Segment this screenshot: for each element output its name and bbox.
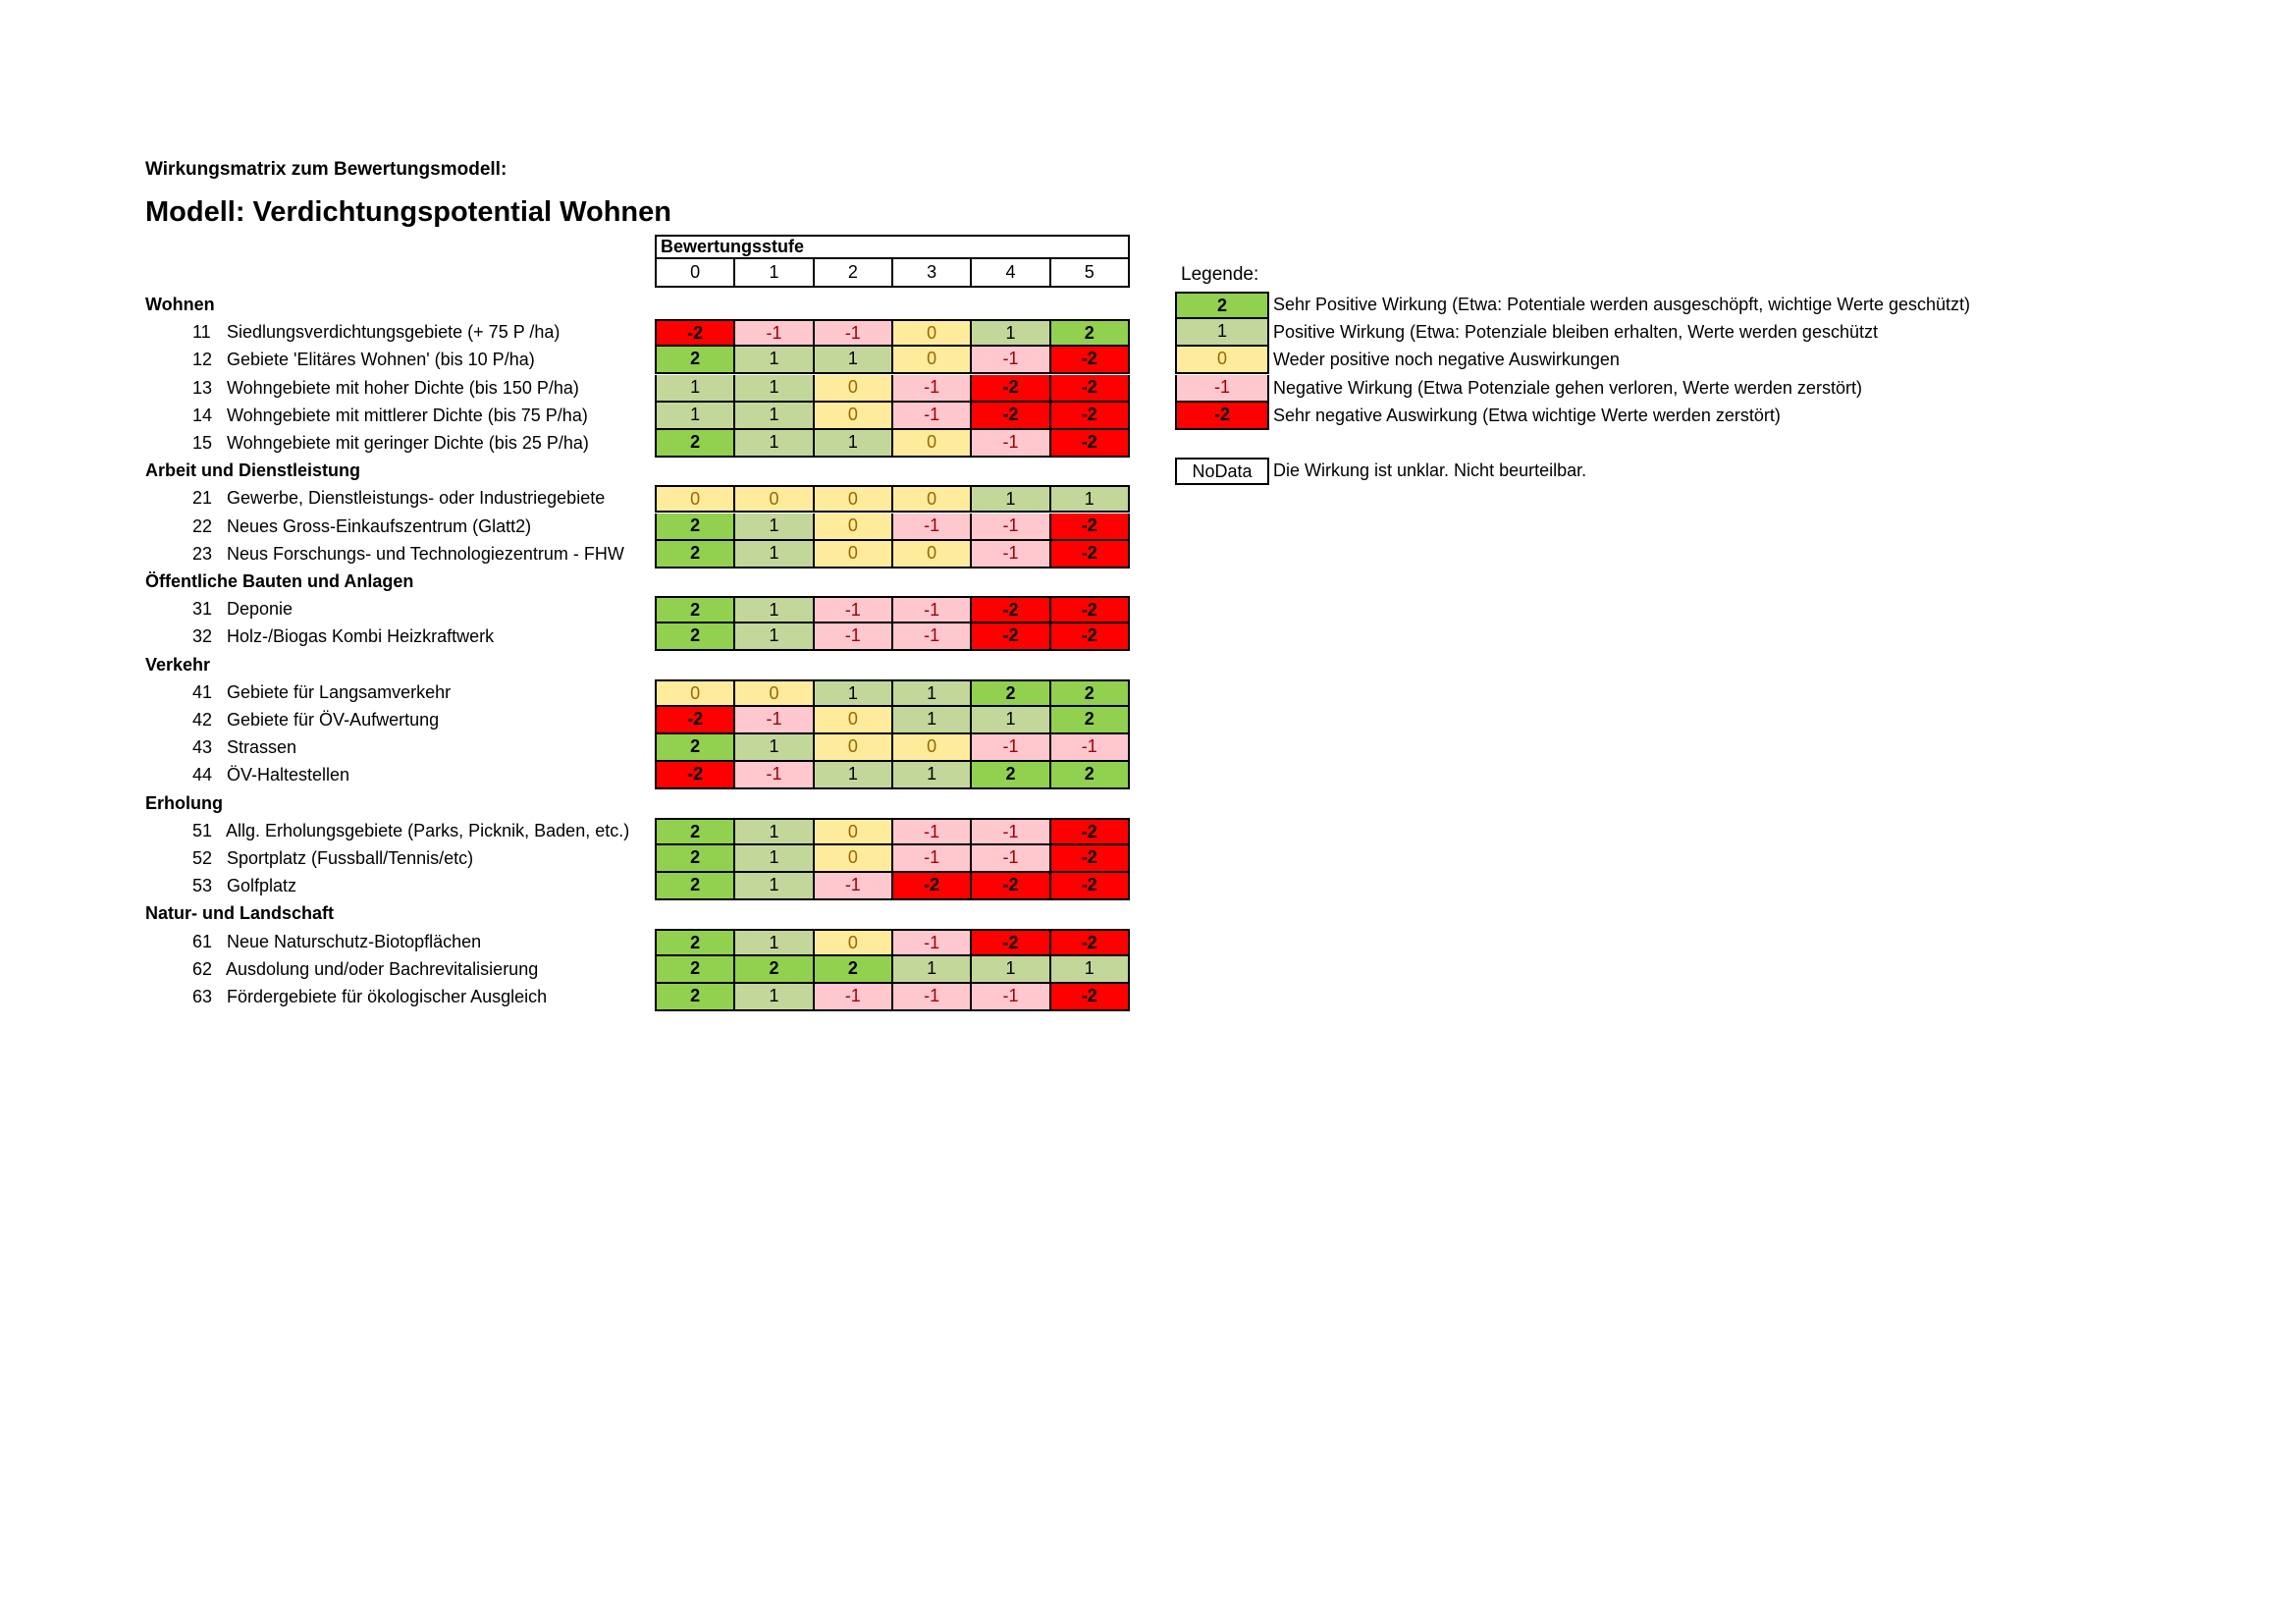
- matrix-cell: 1: [735, 403, 814, 428]
- matrix-cell: 0: [815, 487, 893, 511]
- category-label: Natur- und Landschaft: [145, 903, 334, 924]
- legend-swatch: 1: [1175, 319, 1269, 347]
- row-number: 23: [192, 543, 213, 564]
- matrix-cell: 2: [1051, 321, 1128, 345]
- header-level: 1: [735, 259, 814, 286]
- matrix-cell: -1: [815, 984, 893, 1009]
- matrix-cell: -1: [815, 598, 893, 622]
- matrix-cell: 1: [972, 707, 1050, 732]
- row-number: 53: [192, 876, 213, 896]
- matrix-cell: 1: [815, 347, 893, 372]
- matrix-cell: 1: [735, 375, 814, 401]
- matrix-cell: 1: [893, 707, 972, 732]
- row-text: Wohngebiete mit geringer Dichte (bis 25 P/ha): [222, 433, 589, 453]
- matrix-cell: -2: [1051, 541, 1128, 567]
- matrix-row: [655, 596, 1130, 623]
- matrix-cell: 2: [972, 681, 1050, 705]
- row-number: 41: [192, 681, 213, 702]
- matrix-cell: 2: [815, 956, 893, 982]
- row-number: 11: [192, 322, 211, 343]
- matrix-row: [655, 984, 1130, 1011]
- row-label: [192, 872, 296, 899]
- matrix-cell: 2: [657, 820, 735, 843]
- matrix-cell: 2: [657, 430, 735, 456]
- legend-text: Negative Wirkung (Etwa Potenziale gehen verloren, Werte werden zerstört): [1273, 377, 1862, 398]
- matrix-cell: 2: [657, 984, 735, 1009]
- matrix-cell: -1: [972, 845, 1050, 871]
- matrix-cell: 1: [815, 430, 893, 456]
- row-label: [192, 983, 547, 1010]
- matrix-cell: 0: [893, 347, 972, 372]
- matrix-cell: 2: [657, 514, 735, 539]
- matrix-row: [655, 818, 1130, 845]
- row-label: [192, 346, 535, 373]
- row-label: [192, 595, 293, 623]
- matrix-row: [655, 734, 1130, 762]
- matrix-cell: -2: [972, 403, 1050, 428]
- matrix-cell: 2: [657, 347, 735, 372]
- matrix-row: [655, 430, 1130, 458]
- legend-swatch: -2: [1175, 403, 1269, 430]
- matrix-cell: -2: [972, 623, 1050, 649]
- category-label: Arbeit und Dienstleistung: [145, 460, 361, 481]
- row-label: [192, 733, 296, 761]
- row-text: Deponie: [222, 599, 294, 620]
- legend-text: Weder positive noch negative Auswirkungen: [1273, 350, 1620, 370]
- row-text: Fördergebiete für ökologischer Ausgleich: [222, 987, 548, 1006]
- matrix-cell: -1: [972, 734, 1050, 760]
- matrix-cell: -1: [893, 623, 972, 649]
- matrix-row: [655, 873, 1130, 900]
- matrix-cell: -2: [972, 375, 1050, 401]
- matrix-cell: 1: [972, 487, 1050, 511]
- header-level: 5: [1084, 262, 1095, 282]
- header-levels: [655, 259, 1130, 288]
- matrix-cell: -1: [893, 845, 972, 871]
- matrix-cell: 1: [1051, 956, 1128, 982]
- row-label: [192, 623, 494, 650]
- legend-swatch: 2: [1175, 292, 1269, 319]
- row-text: Strassen: [222, 737, 297, 758]
- matrix-cell: -1: [893, 598, 972, 622]
- matrix-row: [655, 845, 1130, 873]
- matrix-cell: -1: [972, 514, 1050, 539]
- row-text: Neue Naturschutz-Biotopflächen: [222, 931, 482, 951]
- matrix-cell: 0: [815, 707, 893, 732]
- matrix-cell: -1: [972, 347, 1050, 372]
- row-label: [192, 402, 588, 429]
- row-number: 52: [192, 848, 213, 868]
- matrix-cell: -2: [1051, 623, 1128, 649]
- matrix-cell: 0: [893, 734, 972, 760]
- matrix-cell: 1: [735, 820, 814, 843]
- matrix-row: [655, 679, 1130, 707]
- row-text: ÖV-Haltestellen: [222, 765, 350, 785]
- matrix-cell: -2: [1051, 820, 1128, 843]
- matrix-cell: 1: [735, 541, 814, 567]
- matrix-cell: -2: [1051, 984, 1128, 1009]
- matrix-cell: 0: [893, 487, 972, 511]
- matrix-cell: 1: [893, 956, 972, 982]
- row-number: 32: [192, 626, 213, 647]
- category-label: Öffentliche Bauten und Anlagen: [145, 571, 414, 591]
- category-label: Wohnen: [145, 295, 215, 314]
- header-level: 4: [972, 259, 1050, 286]
- matrix-row: [655, 956, 1130, 984]
- matrix-row: [655, 403, 1130, 430]
- matrix-cell: 0: [893, 321, 972, 345]
- matrix-cell: 1: [735, 430, 814, 456]
- row-label: [192, 374, 579, 402]
- matrix-cell: 1: [815, 762, 893, 787]
- matrix-cell: -1: [735, 707, 814, 732]
- row-number: 63: [192, 987, 213, 1006]
- matrix-cell: 1: [735, 514, 814, 539]
- matrix-row: [655, 485, 1130, 513]
- matrix-cell: 0: [735, 487, 814, 511]
- matrix-cell: 1: [735, 734, 814, 760]
- matrix-cell: -2: [657, 707, 735, 732]
- matrix-cell: 1: [657, 375, 735, 401]
- matrix-cell: 0: [815, 375, 893, 401]
- matrix-cell: -1: [735, 321, 814, 345]
- matrix-cell: -1: [893, 931, 972, 954]
- subtitle: Wirkungsmatrix zum Bewertungsmodell:: [145, 159, 507, 180]
- matrix-cell: 2: [1051, 762, 1128, 787]
- matrix-cell: 2: [657, 734, 735, 760]
- matrix-cell: 1: [893, 762, 972, 787]
- row-number: 15: [192, 433, 213, 453]
- matrix-cell: 0: [657, 487, 735, 511]
- legend-swatch: -1: [1175, 375, 1269, 403]
- matrix-row: [655, 623, 1130, 651]
- matrix-cell: -2: [1051, 514, 1128, 539]
- row-number: 43: [192, 737, 213, 758]
- matrix-cell: 1: [735, 873, 814, 898]
- matrix-row: [655, 707, 1130, 734]
- matrix-cell: -1: [893, 375, 972, 401]
- matrix-cell: -2: [1051, 598, 1128, 622]
- matrix-cell: -1: [815, 321, 893, 345]
- row-label: [192, 955, 538, 983]
- matrix-cell: -1: [893, 403, 972, 428]
- row-number: 21: [192, 488, 213, 509]
- matrix-cell: -2: [1051, 403, 1128, 428]
- legend-nodata-text: Die Wirkung ist unklar. Nicht beurteilbar.: [1273, 460, 1587, 480]
- matrix-cell: 1: [893, 681, 972, 705]
- matrix-cell: 1: [735, 931, 814, 954]
- matrix-cell: 1: [735, 347, 814, 372]
- row-text: Gebiete für ÖV-Aufwertung: [222, 710, 440, 730]
- row-text: Sportplatz (Fussball/Tennis/etc): [222, 848, 474, 868]
- matrix-cell: 1: [815, 681, 893, 705]
- legend-title: Legende:: [1181, 264, 1259, 285]
- legend-nodata-swatch: NoData: [1175, 458, 1269, 485]
- matrix-cell: -2: [893, 873, 972, 898]
- matrix-cell: -1: [815, 623, 893, 649]
- matrix-cell: -2: [657, 321, 735, 345]
- row-label: [192, 928, 481, 955]
- matrix-cell: -2: [1051, 430, 1128, 456]
- row-label: [192, 318, 560, 346]
- matrix-cell: 1: [735, 623, 814, 649]
- row-number: 14: [192, 405, 213, 425]
- row-text: Ausdolung und/oder Bachrevitalisierung: [222, 958, 539, 979]
- matrix-cell: -1: [972, 984, 1050, 1009]
- matrix-cell: -1: [893, 514, 972, 539]
- row-label: [192, 844, 473, 872]
- matrix-cell: -1: [893, 984, 972, 1009]
- row-number: 62: [192, 958, 213, 979]
- matrix-cell: -1: [972, 820, 1050, 843]
- row-label: [192, 678, 451, 706]
- legend-text: Sehr Positive Wirkung (Etwa: Potentiale werden ausgeschöpft, wichtige Werte geschützt): [1273, 295, 1971, 314]
- matrix-cell: -2: [1051, 873, 1128, 898]
- matrix-cell: 2: [1051, 707, 1128, 732]
- row-text: Wohngebiete mit mittlerer Dichte (bis 75 P/ha): [222, 405, 588, 425]
- matrix-cell: 0: [815, 931, 893, 954]
- matrix-cell: 2: [1051, 681, 1128, 705]
- matrix-row: [655, 514, 1130, 541]
- matrix-cell: 1: [735, 984, 814, 1009]
- matrix-row: [655, 541, 1130, 568]
- row-label: [192, 513, 531, 540]
- legend-text: Positive Wirkung (Etwa: Potenziale bleiben erhalten, Werte werden geschützt: [1273, 322, 1878, 343]
- matrix-cell: -1: [1051, 734, 1128, 760]
- matrix-cell: 1: [735, 598, 814, 622]
- row-text: Golfplatz: [222, 876, 297, 896]
- matrix-cell: 0: [893, 541, 972, 567]
- row-text: Wohngebiete mit hoher Dichte (bis 150 P/ha): [222, 377, 579, 398]
- matrix-cell: -2: [972, 931, 1050, 954]
- matrix-cell: 1: [735, 845, 814, 871]
- matrix-cell: 0: [657, 681, 735, 705]
- matrix-cell: 2: [657, 956, 735, 982]
- matrix-cell: 2: [657, 623, 735, 649]
- matrix-cell: -2: [1051, 931, 1128, 954]
- row-label: [192, 761, 349, 788]
- row-text: Holz-/Biogas Kombi Heizkraftwerk: [222, 626, 495, 647]
- row-label: [192, 706, 439, 733]
- row-number: 13: [192, 377, 213, 398]
- matrix-cell: -2: [1051, 347, 1128, 372]
- row-number: 61: [192, 931, 213, 951]
- legend-swatch: 0: [1175, 347, 1269, 374]
- header-label: Bewertungsstufe: [655, 235, 1130, 259]
- matrix-cell: 2: [657, 598, 735, 622]
- matrix-cell: 0: [815, 541, 893, 567]
- row-label: [192, 484, 605, 512]
- matrix-cell: 1: [972, 321, 1050, 345]
- row-number: 42: [192, 710, 213, 730]
- matrix-cell: 0: [815, 845, 893, 871]
- row-label: [192, 540, 624, 568]
- matrix-cell: 0: [815, 734, 893, 760]
- row-label: [192, 429, 589, 457]
- matrix-row: [655, 762, 1130, 789]
- row-text: Gebiete für Langsamverkehr: [222, 681, 452, 702]
- matrix-cell: -2: [657, 762, 735, 787]
- matrix-cell: 2: [657, 931, 735, 954]
- matrix-cell: 2: [657, 873, 735, 898]
- matrix-row: [655, 929, 1130, 956]
- row-text: Allg. Erholungsgebiete (Parks, Picknik, Baden, etc.): [222, 820, 630, 840]
- header-level: 2: [815, 259, 893, 286]
- matrix-cell: -1: [735, 762, 814, 787]
- matrix-cell: -1: [815, 873, 893, 898]
- matrix-cell: -2: [972, 598, 1050, 622]
- category-label: Erholung: [145, 792, 223, 813]
- matrix-cell: -1: [972, 430, 1050, 456]
- matrix-cell: 0: [893, 430, 972, 456]
- category-label: Verkehr: [145, 654, 211, 675]
- row-text: Neus Forschungs- und Technologiezentrum - FHW: [222, 543, 624, 564]
- matrix-row: [655, 375, 1130, 403]
- row-number: 22: [192, 515, 213, 536]
- matrix-cell: 2: [657, 541, 735, 567]
- matrix-cell: -1: [972, 541, 1050, 567]
- matrix-cell: 1: [972, 956, 1050, 982]
- matrix-row: [655, 319, 1130, 347]
- legend-text: Sehr negative Auswirkung (Etwa wichtige Werte werden zerstört): [1273, 405, 1781, 425]
- row-number: 12: [192, 350, 213, 370]
- matrix-cell: 0: [735, 681, 814, 705]
- row-number: 31: [192, 599, 213, 620]
- row-number: 51: [192, 820, 213, 840]
- matrix-cell: 0: [815, 514, 893, 539]
- row-text: Siedlungsverdichtungsgebiete (+ 75 P /ha): [222, 322, 561, 343]
- matrix-cell: 2: [972, 762, 1050, 787]
- row-text: Gebiete 'Elitäres Wohnen' (bis 10 P/ha): [222, 350, 535, 370]
- row-text: Neues Gross-Einkaufszentrum (Glatt2): [222, 515, 532, 536]
- matrix-cell: -2: [972, 873, 1050, 898]
- row-text: Gewerbe, Dienstleistungs- oder Industriegebiete: [222, 488, 606, 509]
- matrix-cell: 2: [657, 845, 735, 871]
- header-level: 0: [657, 259, 735, 286]
- matrix-cell: -1: [893, 820, 972, 843]
- matrix-row: [655, 347, 1130, 374]
- header-level: 3: [893, 259, 972, 286]
- row-number: 44: [192, 765, 213, 785]
- matrix-cell: 1: [657, 403, 735, 428]
- row-label: [192, 817, 629, 844]
- matrix-cell: -2: [1051, 845, 1128, 871]
- matrix-cell: 1: [1051, 487, 1128, 511]
- matrix-cell: 0: [815, 403, 893, 428]
- matrix-cell: 2: [735, 956, 814, 982]
- matrix-cell: 0: [815, 820, 893, 843]
- matrix-cell: -2: [1051, 375, 1128, 401]
- page-title: Modell: Verdichtungspotential Wohnen: [145, 196, 671, 228]
